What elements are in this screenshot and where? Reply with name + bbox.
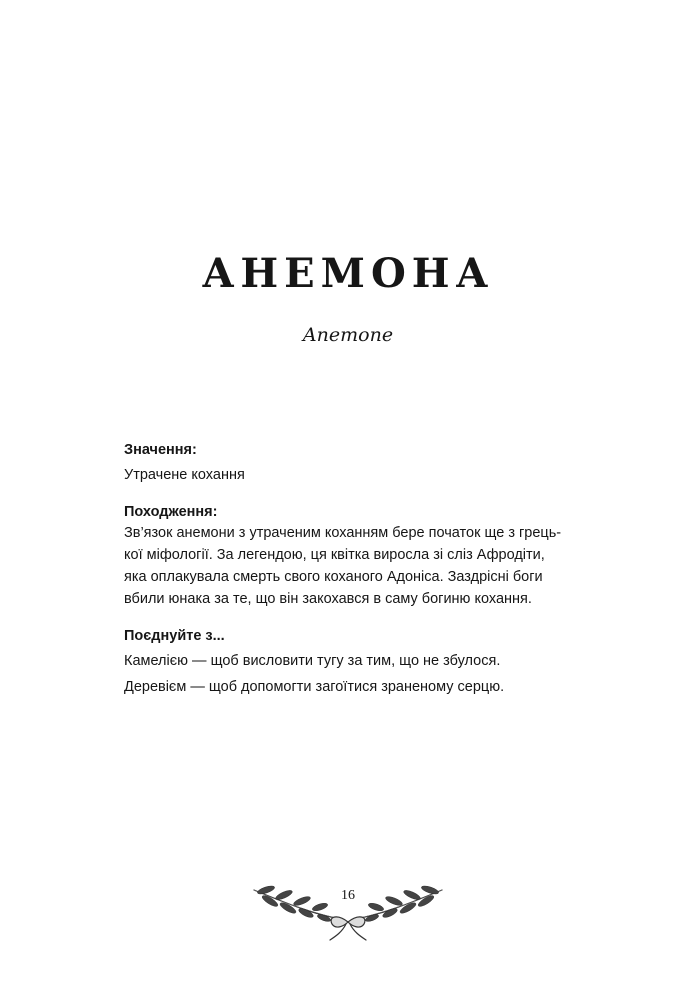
meaning-section: [124, 440, 584, 486]
meaning-text: Утрачене кохання: [124, 467, 245, 483]
origin-line: Зв’язок анемони з утраченим коханням бере початок ще з грець-: [124, 525, 562, 541]
origin-heading: Походження:: [124, 504, 218, 520]
origin-section: [124, 502, 584, 610]
page-title: АНЕМОНА: [201, 250, 495, 297]
combine-section: [124, 626, 584, 698]
flower-description: [124, 440, 584, 698]
origin-line: кої міфології. За легендою, ця квітка виросла зі сліз Афродіти,: [124, 547, 545, 563]
combine-heading: Поєднуйте з...: [124, 628, 225, 644]
origin-line: вбили юнака за те, що він закохався в саму богиню кохання.: [124, 591, 532, 607]
latin-name: Anemone: [302, 324, 394, 346]
origin-line: яка оплакувала смерть свого коханого Адоніса. Заздрісні боги: [124, 569, 543, 585]
combine-item: Камелією — щоб висловити тугу за тим, що не збулося.: [124, 653, 501, 669]
combine-item: Деревієм — щоб допомогти загоїтися зраненому серцю.: [124, 679, 505, 695]
page-number: 16: [341, 888, 355, 903]
meaning-heading: Значення:: [124, 442, 197, 458]
